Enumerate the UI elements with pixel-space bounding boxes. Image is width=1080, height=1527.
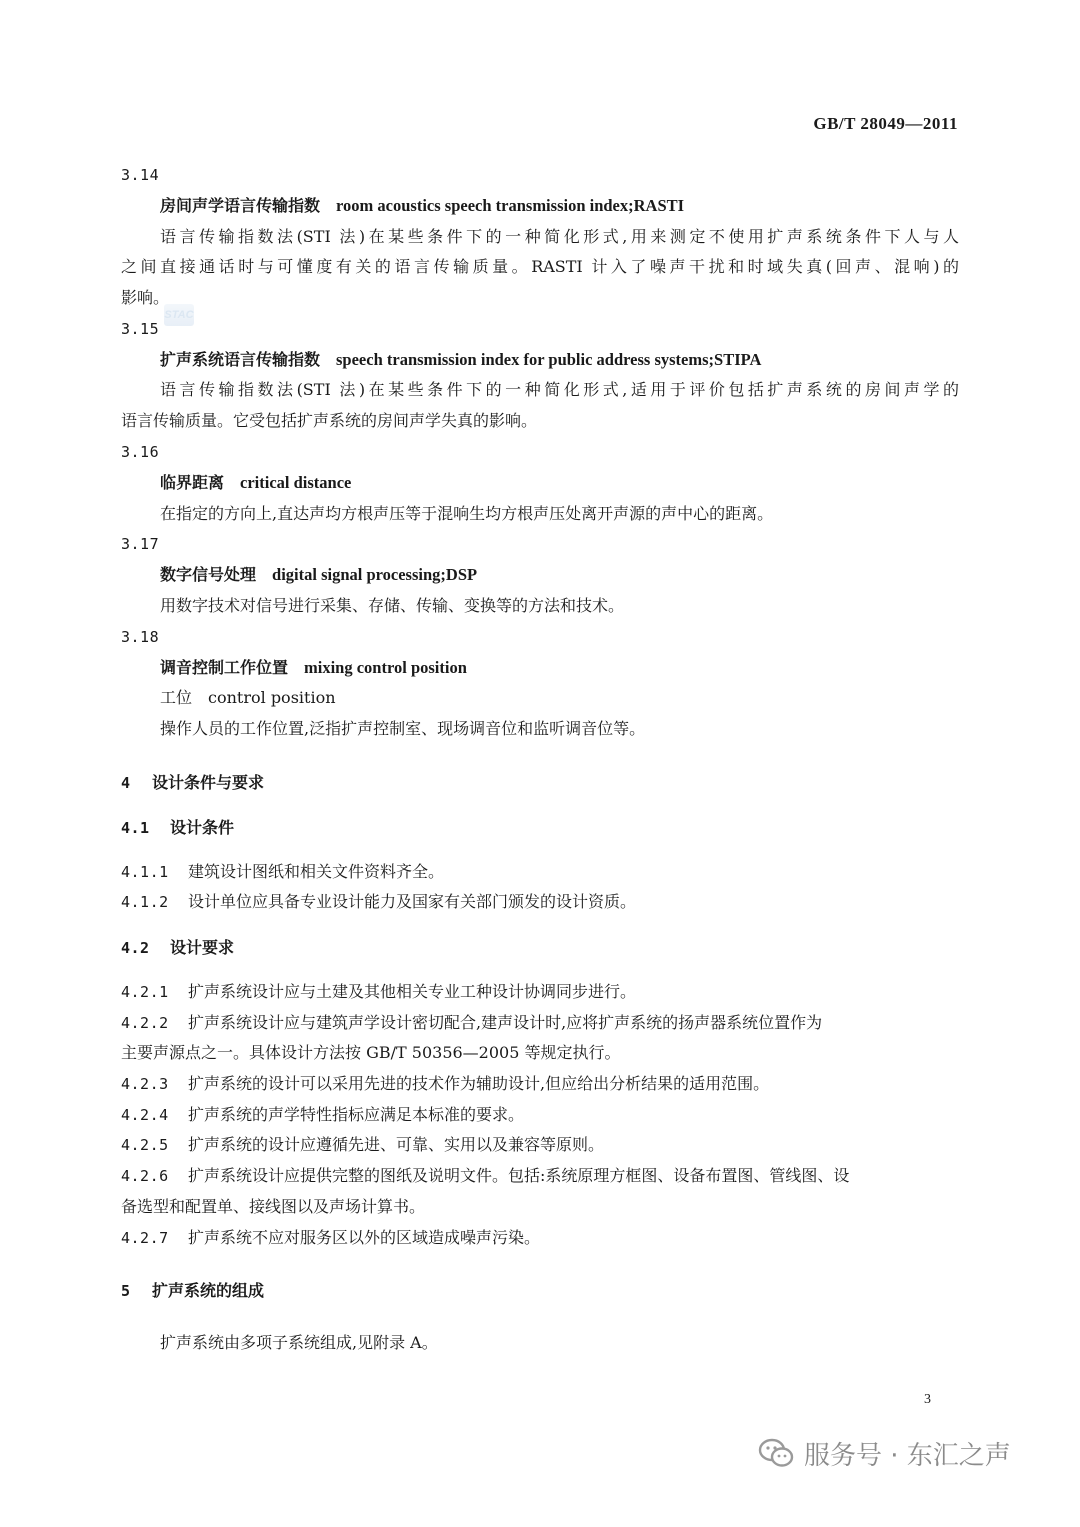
standard-number: GB/T 28049—2011: [813, 114, 958, 133]
term-en: speech transmission index for public address systems;STIPA: [336, 349, 762, 369]
term-cn: 数字信号处理: [160, 565, 257, 585]
clause-text: 扩声系统的设计可以采用先进的技术作为辅助设计,但应给出分析结果的适用范围。: [188, 1074, 770, 1094]
term-number: 3.18: [121, 627, 160, 646]
clause-text: 扩声系统的声学特性指标应满足本标准的要求。: [188, 1104, 525, 1124]
wechat-icon: [758, 1438, 794, 1468]
definition-line: 用数字技术对信号进行采集、存储、传输、变换等的方法和技术。: [160, 595, 625, 615]
clause: [121, 857, 959, 888]
term-cn: 扩声系统语言传输指数: [160, 349, 321, 369]
term-cn: 房间声学语言传输指数: [160, 196, 321, 215]
clause-number: 4.2.5: [121, 1136, 169, 1155]
term-number: 3.16: [121, 442, 160, 461]
subsection-title: 设计条件: [170, 817, 235, 837]
term-en: mixing control position: [304, 657, 467, 677]
clause: [121, 1130, 959, 1161]
definition-line: 语言传输质量。它受包括扩声系统的房间声学失真的影响。: [121, 411, 538, 431]
subsection-heading: [121, 812, 959, 843]
clause-text: 扩声系统的设计应遵循先进、可靠、实用以及兼容等原则。: [188, 1135, 605, 1155]
body-paragraph: 扩声系统由多项子系统组成,见附录 A。: [160, 1333, 438, 1353]
definition-line: 在指定的方向上,直达声均方根声压等于混响生均方根声压处离开声源的声中心的距离。: [160, 503, 774, 523]
section-number: 5: [121, 1282, 131, 1301]
subsection-number: 4.1: [121, 818, 150, 837]
section-number: 4: [121, 773, 131, 792]
page-number: 3: [924, 1392, 931, 1407]
term-number: 3.17: [121, 535, 160, 554]
term-alternate: 工位 control position: [160, 688, 336, 708]
clause-number: 4.2.4: [121, 1105, 169, 1124]
term-heading: [121, 191, 959, 222]
term-en: room acoustics speech transmission index;RASTI: [336, 196, 685, 215]
section-title: 扩声系统的组成: [152, 1281, 265, 1301]
clause-number: 4.2.1: [121, 983, 169, 1001]
clause-text: 扩声系统设计应与建筑声学设计密切配合,建声设计时,应将扩声系统的扬声器系统位置作为: [188, 1012, 823, 1032]
term-en: critical distance: [240, 472, 352, 492]
subsection-title: 设计要求: [170, 938, 235, 957]
watermark-text: 服务号 · 东汇之声: [804, 1440, 1011, 1471]
term-heading: [121, 560, 959, 591]
term-cn: 调音控制工作位置: [160, 657, 289, 677]
stac-watermark-logo: STAC: [164, 304, 194, 326]
clause: [121, 1008, 959, 1039]
clause-continuation: 备选型和配置单、接线图以及声场计算书。: [121, 1196, 426, 1216]
clause-text: 扩声系统设计应与土建及其他相关专业工种设计协调同步进行。: [188, 982, 637, 1001]
clause: [121, 1223, 959, 1254]
term-heading: [121, 468, 959, 499]
section-title: 设计条件与要求: [152, 772, 265, 792]
clause-text: 扩声系统不应对服务区以外的区域造成噪声污染。: [188, 1227, 541, 1247]
clause-text: 扩声系统设计应提供完整的图纸及说明文件。包括:系统原理方框图、设备布置图、管线图、设: [188, 1166, 850, 1186]
clause-number: 4.2.6: [121, 1167, 169, 1186]
term-en: digital signal processing;DSP: [272, 565, 478, 585]
subsection-number: 4.2: [121, 939, 150, 957]
clause-text: 建筑设计图纸和相关文件资料齐全。: [188, 861, 445, 881]
subsection-heading: [121, 932, 959, 963]
clause-number: 4.2.7: [121, 1228, 169, 1247]
definition-line: 影响。: [121, 288, 170, 308]
clause-text: 设计单位应具备专业设计能力及国家有关部门颁发的设计资质。: [188, 892, 637, 912]
section-heading: [121, 767, 959, 798]
definition-line: 之间直接通话时与可懂度有关的语言传输质量。RASTI 计入了噪声干扰和时域失真(回声、混响)的: [121, 257, 959, 277]
clause: [121, 887, 959, 918]
wechat-watermark: [758, 1433, 1011, 1473]
document-body: [121, 160, 959, 1359]
term-number: 3.14: [121, 166, 160, 184]
definition-line: 语言传输指数法(STI 法)在某些条件下的一种简化形式,用来测定不使用扩声系统条件下人与人: [160, 226, 959, 246]
clause: [121, 977, 959, 1008]
clause-number: 4.1.1: [121, 862, 169, 881]
clause: [121, 1100, 959, 1131]
clause-continuation: 主要声源点之一。具体设计方法按 GB/T 50356—2005 等规定执行。: [121, 1043, 621, 1063]
clause: [121, 1069, 959, 1100]
definition-line: 操作人员的工作位置,泛指扩声控制室、现场调音位和监听调音位等。: [160, 718, 646, 738]
clause-number: 4.2.2: [121, 1013, 169, 1032]
clause-number: 4.2.3: [121, 1075, 169, 1094]
term-cn: 临界距离: [160, 472, 225, 492]
term-heading: [121, 345, 959, 376]
clause-number: 4.1.2: [121, 893, 169, 912]
definition-line: 语言传输指数法(STI 法)在某些条件下的一种简化形式,适用于评价包括扩声系统的房间声学的: [160, 380, 959, 400]
term-heading: [121, 653, 959, 684]
section-heading: [121, 1275, 959, 1306]
term-number: 3.15: [121, 319, 160, 338]
clause: [121, 1161, 959, 1192]
